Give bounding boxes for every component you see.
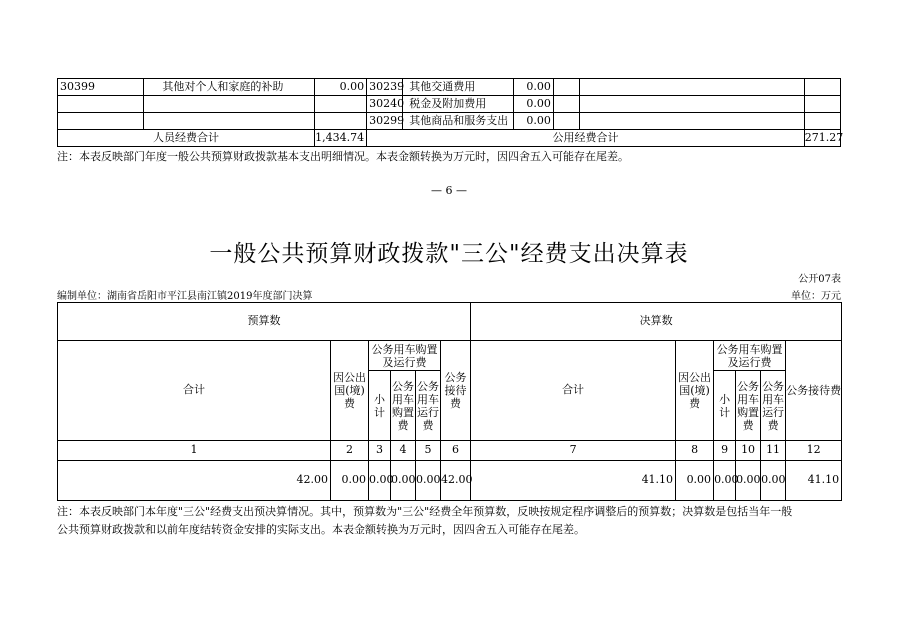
econ-name-cell: 其他交通费用: [403, 79, 513, 96]
final-abroad-value: 0.00: [676, 461, 714, 501]
budget-abroad-header: 因公出国(境)费: [331, 341, 369, 441]
amount-cell: 0.00: [513, 79, 553, 96]
empty-cell: [553, 96, 579, 113]
econ-name-cell: [144, 113, 315, 130]
final-car-operation-header: 公务用车运行费: [761, 371, 786, 441]
final-car-operation-value: 0.00: [761, 461, 786, 501]
table-row: [58, 461, 842, 501]
final-car-purchase-header: 公务用车购置费: [736, 371, 761, 441]
column-number: 8: [676, 441, 714, 461]
budget-header: 预算数: [58, 303, 471, 341]
form-number: 公开07表: [798, 274, 841, 285]
empty-cell: [553, 79, 579, 96]
table-row: [58, 79, 841, 96]
compiling-unit: 编制单位：湖南省岳阳市平江县南江镇2019年度部门决算: [57, 291, 313, 302]
econ-code-cell: [58, 113, 144, 130]
econ-code-cell: 30399: [58, 79, 144, 96]
budget-car-operation-header: 公务用车运行费: [416, 371, 441, 441]
table-header-row: [58, 303, 842, 341]
budget-car-purchase-header: 公务用车购置费: [391, 371, 416, 441]
personnel-total-value: 1,434.74: [314, 130, 366, 147]
econ-name-cell: 其他对个人和家庭的补助: [144, 79, 315, 96]
empty-cell: [579, 96, 804, 113]
table-row: [58, 113, 841, 130]
econ-code-cell: [58, 96, 144, 113]
public-total-label: 公用经费合计: [367, 130, 805, 147]
econ-name-cell: 其他商品和服务支出: [403, 113, 513, 130]
column-number: 6: [441, 441, 471, 461]
currency-unit: 单位：万元: [791, 291, 841, 302]
amount-cell: [314, 113, 366, 130]
table-note-line-1: 注：本表反映部门本年度"三公"经费支出预决算情况。其中，预算数为"三公"经费全年预算数，反映按规定程序调整后的预算数；决算数是包括当年一般: [57, 505, 793, 518]
table-row: [58, 96, 841, 113]
column-number-row: [58, 441, 842, 461]
budget-subtotal-header: 小计: [369, 371, 391, 441]
econ-code-cell: 30239: [367, 79, 403, 96]
column-number: 1: [58, 441, 331, 461]
empty-cell: [804, 113, 840, 130]
budget-reception-value: 42.00: [441, 461, 471, 501]
amount-cell: 0.00: [513, 96, 553, 113]
column-number: 3: [369, 441, 391, 461]
three-public-expense-table: [57, 302, 842, 501]
empty-cell: [579, 79, 804, 96]
final-car-group-header: 公务用车购置及运行费: [714, 341, 786, 371]
amount-cell: 0.00: [314, 79, 366, 96]
amount-cell: [314, 96, 366, 113]
final-reception-value: 41.10: [786, 461, 842, 501]
budget-total-header: 合计: [58, 341, 331, 441]
column-number: 5: [416, 441, 441, 461]
column-number: 2: [331, 441, 369, 461]
econ-code-cell: 30240: [367, 96, 403, 113]
column-number: 9: [714, 441, 736, 461]
final-total-value: 41.10: [471, 461, 676, 501]
budget-reception-header: 公务接待费: [441, 341, 471, 441]
column-number: 10: [736, 441, 761, 461]
econ-name-cell: [144, 96, 315, 113]
empty-cell: [804, 79, 840, 96]
table-footer-row: [58, 130, 841, 147]
final-subtotal-header: 小计: [714, 371, 736, 441]
personnel-total-label: 人员经费合计: [58, 130, 315, 147]
final-reception-header: 公务接待费: [786, 341, 842, 441]
empty-cell: [553, 113, 579, 130]
page-title: 一般公共预算财政拨款"三公"经费支出决算表: [209, 241, 689, 267]
empty-cell: [804, 96, 840, 113]
table-header-row: [58, 341, 842, 371]
public-total-value: 271.27: [804, 130, 840, 147]
column-number: 4: [391, 441, 416, 461]
econ-name-cell: 税金及附加费用: [403, 96, 513, 113]
budget-total-value: 42.00: [58, 461, 331, 501]
budget-car-group-header: 公务用车购置及运行费: [369, 341, 441, 371]
basic-expense-detail-table: [57, 78, 844, 147]
final-car-purchase-value: 0.00: [736, 461, 761, 501]
column-number: 7: [471, 441, 676, 461]
page-number: — 6 —: [431, 184, 467, 197]
final-subtotal-value: 0.00: [714, 461, 736, 501]
final-abroad-header: 因公出国(境)费: [676, 341, 714, 441]
table-note-line-2: 公共预算财政拨款和以前年度结转资金安排的实际支出。本表金额转换为万元时，因四舍五入可能存在尾差。: [57, 523, 585, 536]
amount-cell: 0.00: [513, 113, 553, 130]
budget-subtotal-value: 0.00: [369, 461, 391, 501]
budget-car-purchase-value: 0.00: [391, 461, 416, 501]
budget-abroad-value: 0.00: [331, 461, 369, 501]
final-total-header: 合计: [471, 341, 676, 441]
table-note: 注：本表反映部门年度一般公共预算财政拨款基本支出明细情况。本表金额转换为万元时，因四舍五入可能存在尾差。: [57, 150, 629, 163]
column-number: 11: [761, 441, 786, 461]
econ-code-cell: 30299: [367, 113, 403, 130]
empty-cell: [579, 113, 804, 130]
budget-car-operation-value: 0.00: [416, 461, 441, 501]
column-number: 12: [786, 441, 842, 461]
final-header: 决算数: [471, 303, 842, 341]
